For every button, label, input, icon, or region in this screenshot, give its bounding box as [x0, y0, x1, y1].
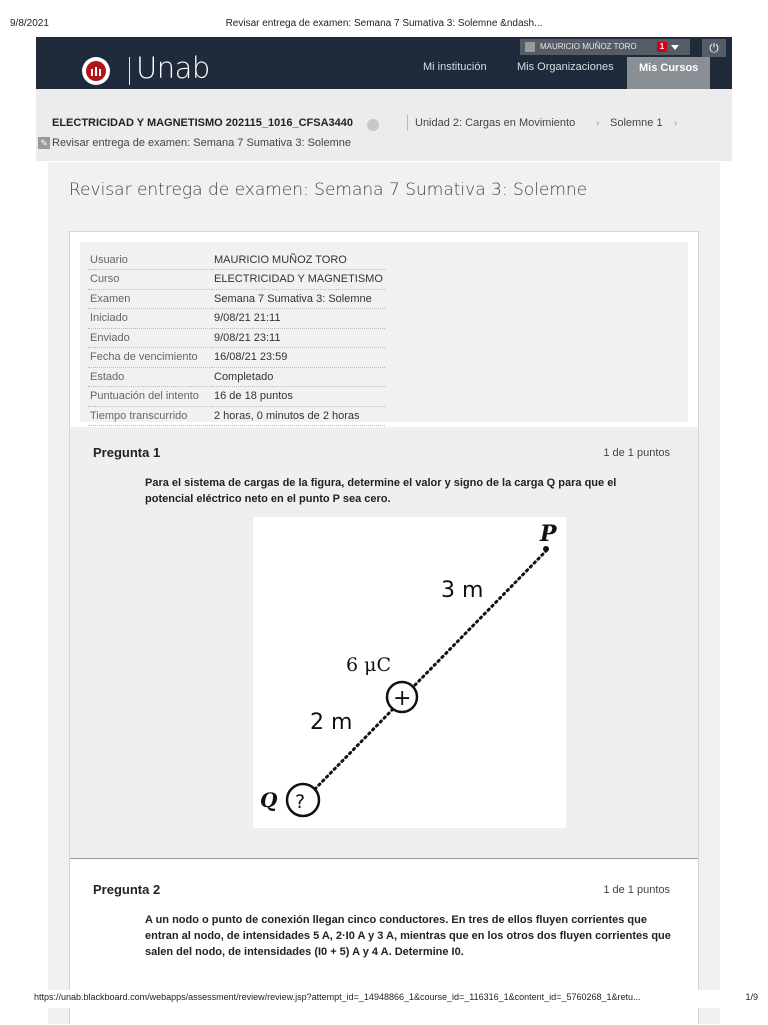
chevron-right-icon: › — [596, 118, 600, 129]
charges-figure — [253, 517, 566, 828]
summary-key: Enviado — [88, 328, 212, 348]
summary-value: 9/08/21 21:11 — [212, 309, 385, 329]
question-text: A un nodo o punto de conexión llegan cinco conductores. En tres de ellos fluyen corrientes que entran al nodo, de intensidades 5 A, 2·I0 A y 3 A, mientras que en los otros dos fluyen corrientes que salen del nodo, de intensidades (I0 + 5) A y 4 A. Determine I0. — [145, 914, 671, 958]
user-menu[interactable] — [520, 39, 690, 55]
summary-value: MAURICIO MUÑOZ TORO — [212, 250, 385, 270]
summary-row — [88, 250, 385, 270]
charges-diagram — [253, 517, 566, 828]
label-distance-2m: 2 m — [310, 710, 353, 735]
question-label: Pregunta 2 — [93, 882, 161, 897]
nav-mis-cursos[interactable]: Mis Cursos — [627, 57, 710, 89]
summary-row — [88, 348, 385, 368]
chevron-right-icon: › — [674, 118, 678, 129]
summary-row — [88, 406, 385, 426]
course-menu-icon[interactable] — [367, 119, 379, 131]
avatar-icon — [525, 42, 535, 52]
summary-row — [88, 289, 385, 309]
label-p: P — [540, 521, 557, 547]
notification-badge[interactable]: 1 — [657, 42, 667, 52]
breadcrumb-current: Revisar entrega de examen: Semana 7 Sumativa 3: Solemne — [52, 137, 351, 149]
summary-row — [88, 270, 385, 290]
chevron-down-icon[interactable] — [671, 45, 679, 50]
breadcrumb-item[interactable]: Solemne 1 — [610, 117, 663, 129]
nav-mi-institucion[interactable]: Mi institución — [423, 61, 487, 73]
review-container — [69, 231, 699, 1024]
print-footer — [0, 990, 768, 1008]
summary-row — [88, 328, 385, 348]
summary-key: Iniciado — [88, 309, 212, 329]
page-title: Revisar entrega de examen: Semana 7 Sumativa 3: Solemne — [69, 180, 588, 200]
summary-value: Semana 7 Sumativa 3: Solemne — [212, 289, 385, 309]
unab-logo-icon[interactable] — [82, 57, 110, 85]
print-date: 9/8/2021 — [10, 18, 49, 29]
label-q: Q — [260, 788, 278, 812]
summary-value: ELECTRICIDAD Y MAGNETISMO — [212, 270, 385, 290]
summary-key: Estado — [88, 367, 212, 387]
label-charge-value: 6 μC — [346, 654, 392, 676]
summary-row — [88, 387, 385, 407]
question-points: 1 de 1 puntos — [603, 884, 670, 896]
summary-key: Puntuación del intento — [88, 387, 212, 407]
summary-value: 16 de 18 puntos — [212, 387, 385, 407]
content-panel — [48, 162, 720, 1024]
plus-sign: + — [393, 686, 412, 711]
question-text: Para el sistema de cargas de la figura, determine el valor y signo de la carga Q para que el potencial eléctrico neto en el punto P sea cero. — [145, 477, 617, 505]
divider — [407, 115, 408, 131]
summary-value: 9/08/21 23:11 — [212, 328, 385, 348]
print-header — [0, 0, 768, 36]
user-name: MAURICIO MUÑOZ TORO — [540, 42, 637, 51]
summary-row — [88, 309, 385, 329]
top-navbar — [36, 37, 732, 89]
segment-charge-to-p — [415, 551, 546, 685]
summary-value: 16/08/21 23:59 — [212, 348, 385, 368]
print-title: Revisar entrega de examen: Semana 7 Sumativa 3: Solemne &ndash... — [225, 18, 543, 29]
label-distance-3m: 3 m — [441, 578, 484, 603]
print-url: https://unab.blackboard.com/webapps/assessment/review/review.jsp?attempt_id=_14948866_1&course_id=_116316_1&content_id=_5760268_1&retu... — [34, 992, 641, 1002]
breadcrumb — [36, 89, 732, 161]
attempt-summary — [80, 242, 688, 422]
question-points: 1 de 1 puntos — [603, 447, 670, 459]
summary-row — [88, 367, 385, 387]
print-page-number: 1/9 — [745, 992, 758, 1002]
summary-value: 2 horas, 0 minutos de 2 horas — [212, 406, 385, 426]
attempt-summary-table — [88, 250, 385, 426]
brand-divider — [129, 57, 130, 85]
breadcrumb-unit[interactable]: Unidad 2: Cargas en Movimiento — [415, 117, 576, 129]
summary-value: Completado — [212, 367, 385, 387]
summary-key: Curso — [88, 270, 212, 290]
question-label: Pregunta 1 — [93, 445, 161, 460]
question-1 — [70, 427, 698, 859]
summary-key: Fecha de vencimiento — [88, 348, 212, 368]
breadcrumb-course[interactable]: ELECTRICIDAD Y MAGNETISMO 202115_1016_CFSA3440 — [52, 117, 353, 129]
summary-key: Usuario — [88, 250, 212, 270]
summary-key: Examen — [88, 289, 212, 309]
summary-key: Tiempo transcurrido — [88, 406, 212, 426]
nav-mis-organizaciones[interactable]: Mis Organizaciones — [517, 61, 614, 73]
brand-name[interactable]: Unab — [136, 51, 210, 85]
edit-mode-icon: ✎ — [38, 137, 50, 149]
power-icon[interactable]: ⏻ — [702, 39, 726, 57]
question-mark: ? — [295, 791, 306, 813]
